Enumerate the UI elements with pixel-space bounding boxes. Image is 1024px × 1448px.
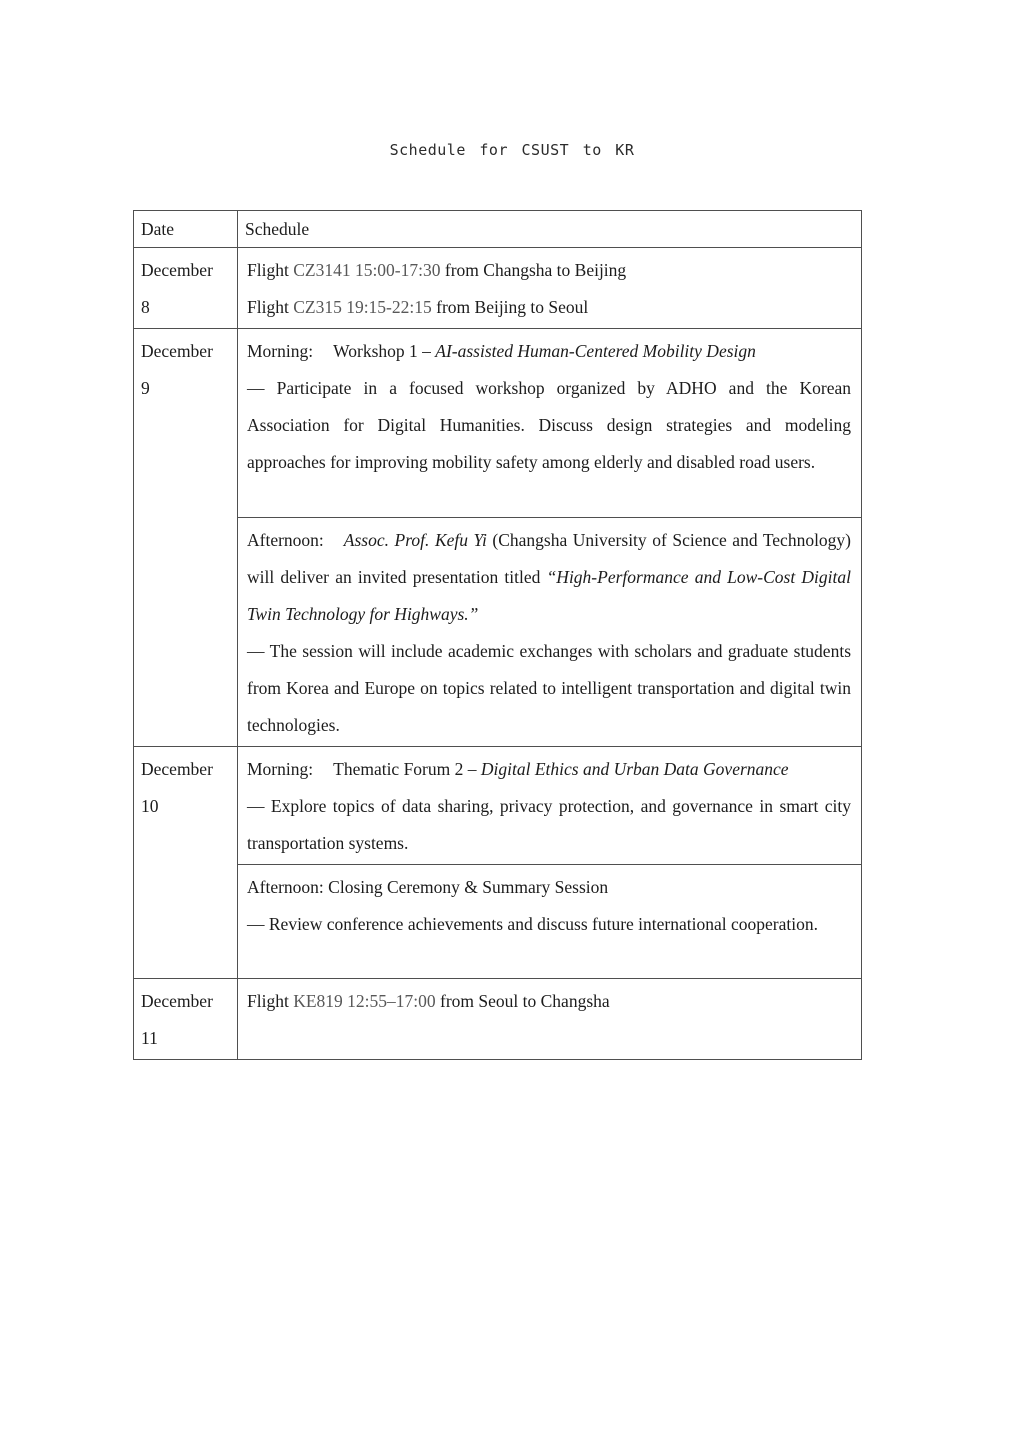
table-row-dec10-afternoon (134, 865, 862, 979)
date-month: December (141, 759, 213, 779)
date-cell-dec11 (134, 979, 238, 1060)
schedule-paragraph: — Review conference achievements and discuss future international cooperation. (247, 914, 818, 934)
schedule-paragraph: — Participate in a focused workshop organized by ADHO and the Korean Association for Digital Humanities. Discuss design strategies and modeling approaches for improving mobility safety among elderly and disabled road users. (247, 378, 851, 472)
table-row-dec9-afternoon (134, 518, 862, 747)
date-month: December (141, 341, 213, 361)
table-header-row (134, 211, 862, 248)
date-day: 11 (141, 1028, 158, 1048)
schedule-table (133, 210, 862, 1060)
schedule-paragraph: Afternoon: Assoc. Prof. Kefu Yi (Changsha University of Science and Technology) will deliver an invited presentation titled “High-Performance and Low-Cost Digital Twin Technology for Highways.” (247, 530, 852, 624)
schedule-paragraph: Morning: Workshop 1 – AI-assisted Human-Centered Mobility Design (247, 341, 756, 361)
schedule-paragraph: Flight CZ315 19:15-22:15 from Beijing to Seoul (247, 297, 589, 317)
schedule-paragraph: Morning: Thematic Forum 2 – Digital Ethics and Urban Data Governance (247, 759, 789, 779)
table-row-dec9-morning (134, 329, 862, 518)
date-cell-dec9 (134, 329, 238, 747)
document-title: Schedule for CSUST to KR (389, 141, 635, 159)
schedule-cell-dec9-afternoon (238, 518, 862, 747)
date-month: December (141, 260, 213, 280)
schedule-cell-dec10-afternoon (238, 865, 862, 979)
date-cell-dec10 (134, 747, 238, 979)
date-month: December (141, 991, 213, 1011)
table-row-dec8 (134, 248, 862, 329)
schedule-cell-dec10-morning (238, 747, 862, 865)
schedule-paragraph: — The session will include academic exchanges with scholars and graduate students from Korea and Europe on topics related to intelligent transportation and digital twin technologies. (247, 641, 851, 735)
date-day: 8 (141, 297, 150, 317)
schedule-cell-dec8 (238, 248, 862, 329)
schedule-paragraph: Flight KE819 12:55–17:00 from Seoul to Changsha (247, 991, 610, 1011)
header-cell-schedule: Schedule (238, 211, 862, 248)
schedule-paragraph: Flight CZ3141 15:00-17:30 from Changsha to Beijing (247, 260, 627, 280)
date-day: 10 (141, 796, 159, 816)
header-cell-date: Date (134, 211, 238, 248)
schedule-cell-dec9-morning (238, 329, 862, 518)
table-row-dec11 (134, 979, 862, 1060)
schedule-paragraph: Afternoon: Closing Ceremony & Summary Session (247, 877, 609, 897)
date-day: 9 (141, 378, 150, 398)
table-row-dec10-morning (134, 747, 862, 865)
date-cell-dec8 (134, 248, 238, 329)
schedule-paragraph: — Explore topics of data sharing, privacy protection, and governance in smart city transportation systems. (247, 796, 851, 853)
schedule-cell-dec11 (238, 979, 862, 1060)
